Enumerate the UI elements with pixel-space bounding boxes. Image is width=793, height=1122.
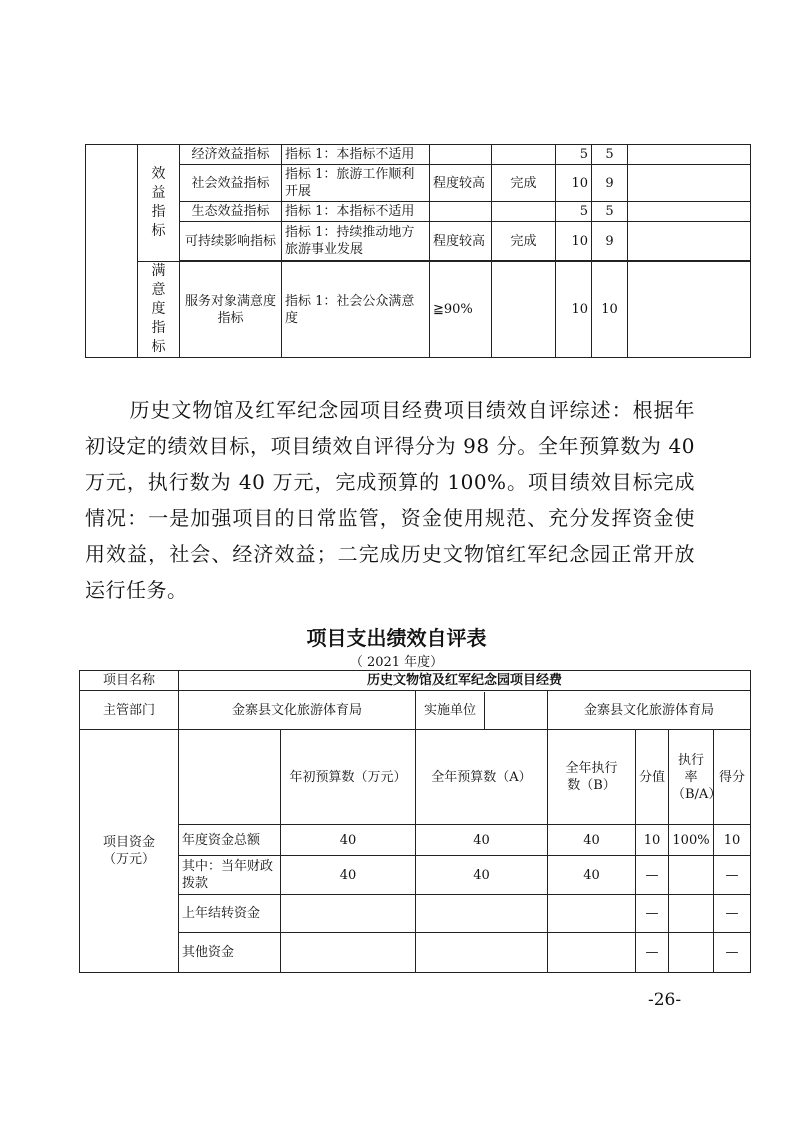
table-row [86, 262, 751, 358]
secondary-indicator: 经济效益指标 [180, 145, 282, 165]
weight-value: 10 [636, 825, 669, 856]
executed-amount [548, 895, 636, 933]
execution-rate: 100% [669, 825, 714, 856]
actual-value [492, 262, 556, 358]
impl-blank [485, 692, 548, 729]
secondary-indicator: 可持续影响指标 [180, 222, 282, 261]
secondary-indicator: 生态效益指标 [180, 202, 282, 222]
page-number: -26- [648, 990, 682, 1010]
project-name-label: 项目名称 [80, 671, 179, 691]
table-year: （ 2021 年度） [349, 655, 444, 670]
note-cell [628, 165, 751, 202]
score-value: — [714, 856, 751, 895]
row-label: 上年结转资金 [179, 895, 281, 933]
table-row [86, 165, 751, 202]
header-blank [179, 730, 281, 825]
score-value: 5 [592, 202, 628, 222]
weight-value: 10 [556, 165, 592, 202]
impl-unit-value: 金寨县文化旅游体育局 [548, 691, 751, 730]
score-value: — [714, 933, 751, 973]
table-row [86, 202, 751, 222]
funds-label: 项目资金（万元） [80, 730, 179, 973]
initial-budget: 40 [281, 856, 416, 895]
table-header-row [80, 730, 751, 825]
target-value: 程度较高 [430, 222, 492, 261]
indicator-text: 指标 1：本指标不适用 [282, 145, 430, 165]
weight-value: — [636, 933, 669, 973]
header-rate: 执行率（B/A） [669, 730, 714, 825]
weight-value: 10 [556, 222, 592, 261]
note-cell [628, 262, 751, 358]
dept-value: 金寨县文化旅游体育局 [179, 691, 416, 730]
annual-budget [416, 933, 548, 973]
score-value: 10 [714, 825, 751, 856]
table-row [86, 145, 751, 165]
note-cell [628, 202, 751, 222]
table-row [86, 222, 751, 261]
table-title: 项目支出绩效自评表 [306, 626, 487, 650]
header-annual-budget: 全年预算数（A） [416, 730, 548, 825]
execution-rate [669, 895, 714, 933]
indicator-text: 指标 1：旅游工作顺利开展 [282, 165, 430, 202]
actual-value [492, 202, 556, 222]
indicator-text: 指标 1：本指标不适用 [282, 202, 430, 222]
target-value: ≧90% [430, 262, 492, 358]
expenditure-evaluation-table [79, 670, 751, 973]
target-value [430, 145, 492, 165]
table-row [80, 933, 751, 973]
impl-split [416, 692, 547, 729]
score-value: 5 [592, 145, 628, 165]
row-label: 年度资金总额 [179, 825, 281, 856]
target-value [430, 202, 492, 222]
annual-budget: 40 [416, 856, 548, 895]
weight-value: — [636, 895, 669, 933]
primary-indicator-cell [86, 145, 138, 358]
score-value: 9 [592, 222, 628, 261]
execution-rate [669, 856, 714, 895]
indicator-text: 指标 1：社会公众满意度 [282, 262, 430, 358]
header-initial-budget: 年初预算数（万元） [281, 730, 416, 825]
table-row [80, 856, 751, 895]
actual-value: 完成 [492, 222, 556, 261]
project-name: 历史文物馆及红军纪念园项目经费 [179, 671, 751, 691]
indicator-text: 指标 1：持续推动地方旅游事业发展 [282, 222, 430, 261]
impl-unit-cell [416, 691, 548, 730]
table-row [80, 691, 751, 730]
secondary-indicator: 服务对象满意度指标 [180, 262, 282, 358]
efficiency-group-label: 效益指标 [138, 145, 180, 262]
execution-rate [669, 933, 714, 973]
initial-budget [281, 895, 416, 933]
header-weight: 分值 [636, 730, 669, 825]
initial-budget [281, 933, 416, 973]
header-score: 得分 [714, 730, 751, 825]
target-value: 程度较高 [430, 165, 492, 202]
actual-value [492, 145, 556, 165]
table-row [80, 825, 751, 856]
score-value: — [714, 895, 751, 933]
satisfaction-group-label: 满意度指标 [138, 262, 180, 358]
executed-amount: 40 [548, 856, 636, 895]
annual-budget [416, 895, 548, 933]
header-executed: 全年执行数（B） [548, 730, 636, 825]
evaluation-summary-text: 历史文物馆及红军纪念园项目经费项目绩效自评综述：根据年初设定的绩效目标，项目绩效自评得分为 98 分。全年预算数为 40 万元，执行数为 40 万元，完成预算的 100%。项目绩效目标完成情况：一是加强项目的日常监管，资金使用规范、充分发挥资金使用效益，社会、经济效益；二完成历史文物馆红军纪念园正常开放运行任务。 [85, 398, 695, 602]
executed-amount [548, 933, 636, 973]
initial-budget: 40 [281, 825, 416, 856]
table-row [80, 895, 751, 933]
table-row [80, 671, 751, 691]
weight-value: 5 [556, 202, 592, 222]
weight-value: 10 [556, 262, 592, 358]
row-label: 其他资金 [179, 933, 281, 973]
executed-amount: 40 [548, 825, 636, 856]
score-value: 10 [592, 262, 628, 358]
score-value: 9 [592, 165, 628, 202]
weight-value: 5 [556, 145, 592, 165]
weight-value: — [636, 856, 669, 895]
performance-indicator-table [85, 144, 751, 358]
impl-label: 实施单位 [416, 692, 485, 729]
dept-label: 主管部门 [80, 691, 179, 730]
secondary-indicator: 社会效益指标 [180, 165, 282, 202]
row-label: 其中：当年财政拨款 [179, 856, 281, 895]
evaluation-summary-paragraph [85, 392, 695, 608]
note-cell [628, 222, 751, 261]
note-cell [628, 145, 751, 165]
annual-budget: 40 [416, 825, 548, 856]
actual-value: 完成 [492, 165, 556, 202]
